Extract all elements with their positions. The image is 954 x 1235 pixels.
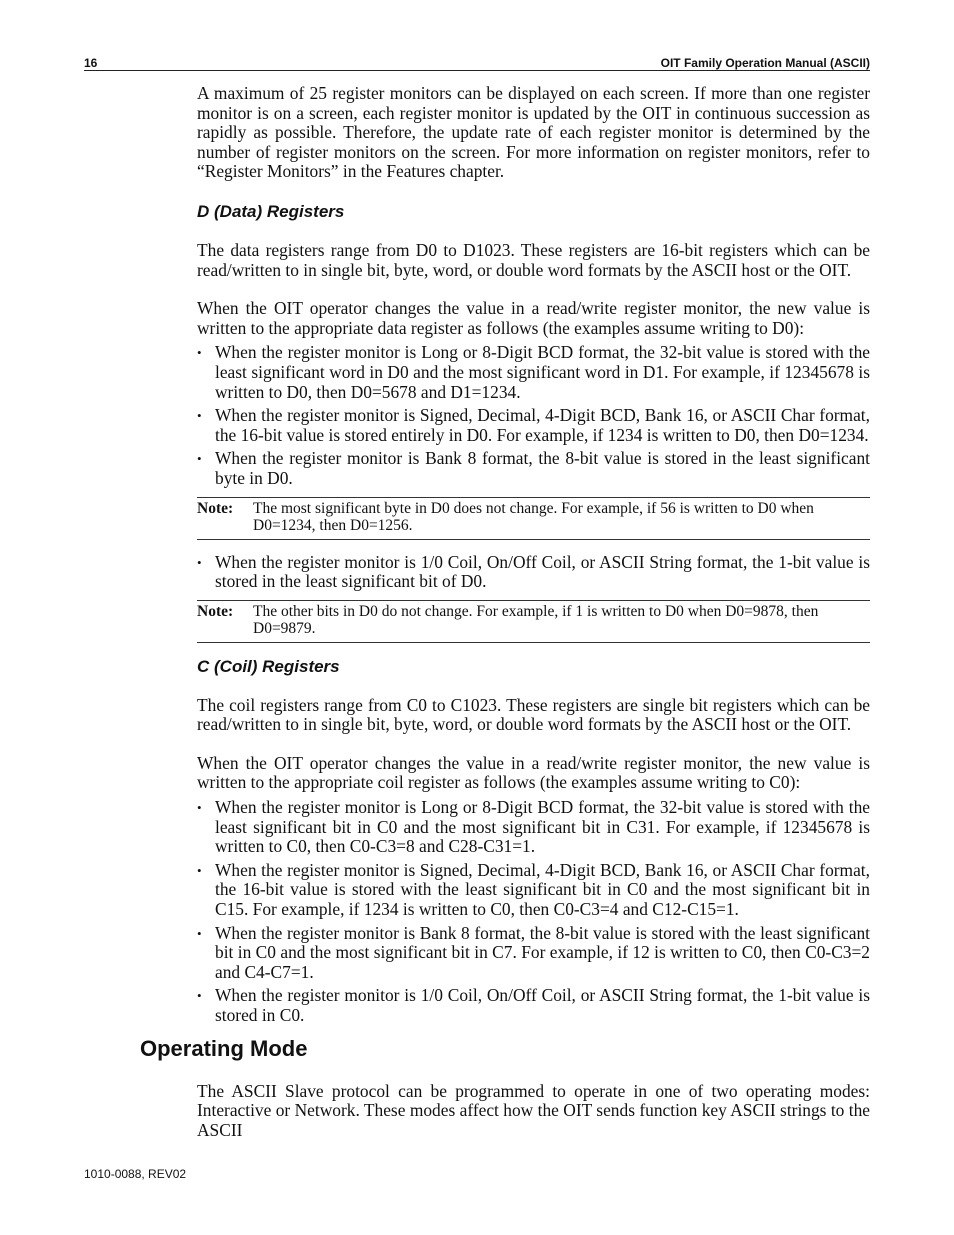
list-item: • When the register monitor is Bank 8 format, the 8-bit value is stored with the least significant bit in C0 and the most significant bit in C7. For example, if 12 is written to C0, then C0-C3=2 and C4-C7=1.: [197, 924, 870, 983]
c-registers-paragraph-1: The coil registers range from C0 to C1023. These registers are single bit registers which can be read/written to in single bit, byte, word, or double word formats by the ASCII host or the OIT.: [197, 694, 870, 735]
note-box: [197, 600, 870, 643]
note-box: [197, 497, 870, 540]
note-label: Note:: [197, 499, 234, 517]
d-registers-bullet-list-2: [197, 553, 870, 592]
list-item: • When the register monitor is Long or 8-Digit BCD format, the 32-bit value is stored with the least significant word in D0 and the most significant word in D1. For example, if 12345678 is written to D0, then D0=5678 and D1=1234.: [197, 343, 870, 402]
page-number: 16: [84, 56, 98, 70]
d-registers-paragraph-2: When the OIT operator changes the value in a read/write register monitor, the new value is written to the appropriate data register as follows (the examples assume writing to D0):: [197, 298, 870, 338]
list-item: • When the register monitor is Bank 8 format, the 8-bit value is stored in the least significant byte in D0.: [197, 449, 870, 488]
note-text: The most significant byte in D0 does not change. For example, if 56 is written to D0 when D0=1234, then D0=1256.: [253, 499, 814, 534]
c-registers-paragraph-2: When the OIT operator changes the value in a read/write register monitor, the new value is written to the appropriate coil register as follows (the examples assume writing to C0):: [197, 752, 870, 793]
list-item: • When the register monitor is 1/0 Coil, On/Off Coil, or ASCII String format, the 1-bit value is stored in C0.: [197, 986, 870, 1025]
c-registers-heading: C (Coil) Registers: [197, 656, 340, 676]
list-item: • When the register monitor is Signed, Decimal, 4-Digit BCD, Bank 16, or ASCII Char format, the 16-bit value is stored entirely in D0. For example, if 1234 is written to D0, then D0=1234.: [197, 406, 870, 445]
list-item: • When the register monitor is 1/0 Coil, On/Off Coil, or ASCII String format, the 1-bit value is stored in the least significant bit of D0.: [197, 553, 870, 592]
note-text: The other bits in D0 do not change. For example, if 1 is written to D0 when D0=9878, then D0=9879.: [253, 602, 819, 638]
list-item: • When the register monitor is Signed, Decimal, 4-Digit BCD, Bank 16, or ASCII Char format, the 16-bit value is stored with the least significant bit in C0 and the most significant bit in C15. For example, if 1234 is written to C0, then C0-C3=4 and C12-C15=1.: [197, 861, 870, 920]
page-footer: 1010-0088, REV02: [84, 1167, 187, 1181]
d-registers-bullet-list: [197, 343, 870, 488]
operating-mode-heading: Operating Mode: [140, 1035, 308, 1061]
operating-mode-paragraph: The ASCII Slave protocol can be programmed to operate in one of two operating modes: Interactive or Network. These modes affect how the OIT sends function key ASCII strings to the ASCII: [197, 1080, 870, 1140]
page-header: [84, 55, 870, 71]
d-registers-paragraph-1: The data registers range from D0 to D1023. These registers are 16-bit registers which can be read/written to in single bit, byte, word, or double word formats by the ASCII host or the OIT.: [197, 239, 870, 280]
intro-paragraph: A maximum of 25 register monitors can be displayed on each screen. If more than one register monitor is on a screen, each register monitor is updated by the OIT in continuous succession as rapidly as possible. Therefore, the update rate of each register monitor is determined by the number of register monitors on the screen. For more information on register monitors, refer to “Register Monitors” in the Features chapter.: [197, 83, 870, 182]
c-registers-bullet-list: [197, 798, 870, 1026]
d-registers-heading: D (Data) Registers: [197, 201, 345, 221]
page-body: [140, 83, 870, 1159]
note-label: Note:: [197, 602, 234, 620]
header-divider: [84, 70, 870, 71]
manual-title: OIT Family Operation Manual (ASCII): [660, 56, 870, 70]
list-item: • When the register monitor is Long or 8-Digit BCD format, the 32-bit value is stored with the least significant bit in C0 and the most significant bit in C31. For example, if 12345678 is written to C0, then C0-C3=8 and C28-C31=1.: [197, 798, 870, 857]
